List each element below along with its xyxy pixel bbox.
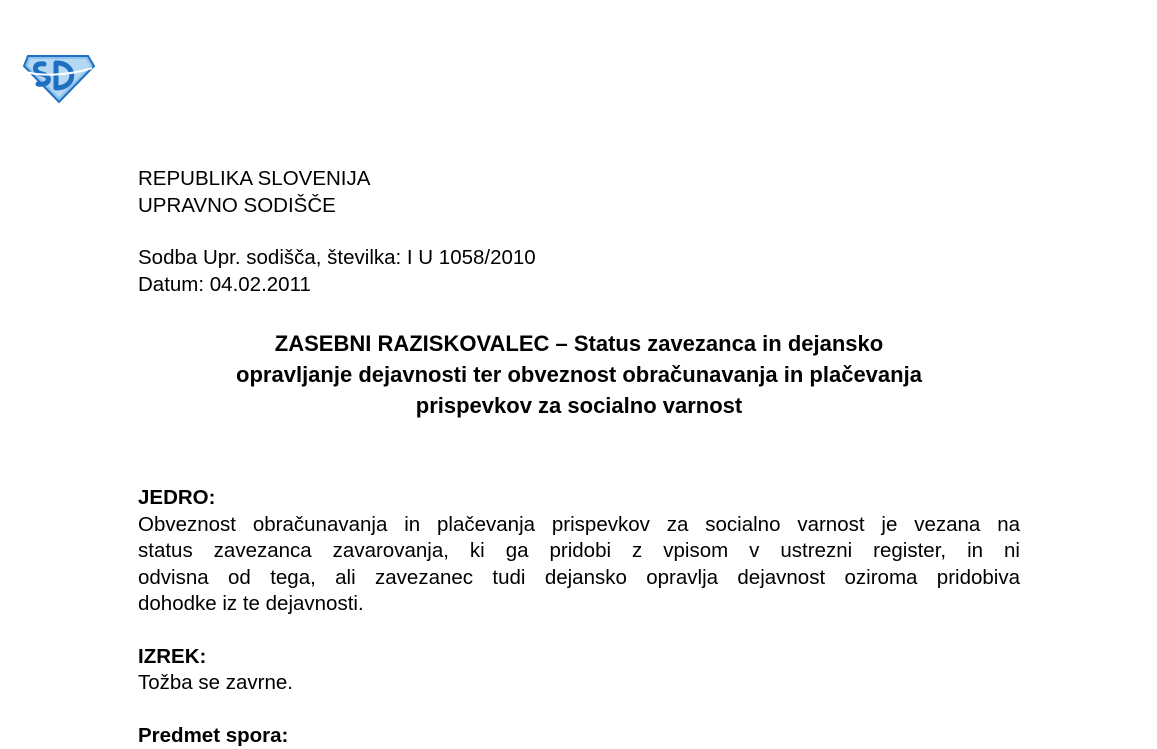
title-line: prispevkov za socialno varnost [138,390,1020,421]
title-line: opravljanje dejavnosti ter obveznost obračunavanja in plačevanja [138,359,1020,390]
jedro-paragraph [138,512,1020,618]
izrek-heading: IZREK: [138,644,1020,671]
paragraph-line: Obveznost obračunavanja in plačevanja prispevkov za socialno varnost je vezana na [138,512,1020,539]
document-title [138,328,1020,421]
case-number: Sodba Upr. sodišča, številka: I U 1058/2010 [138,245,1020,272]
header-republic: REPUBLIKA SLOVENIJA [138,166,1020,193]
predmet-heading: Predmet spora: [138,723,1020,749]
document-body [138,166,1020,749]
paragraph-line: status zavezanca zavarovanja, ki ga pridobi z vpisom v ustrezni register, in ni [138,538,1020,565]
title-line: ZASEBNI RAZISKOVALEC – Status zavezanca in dejansko [138,328,1020,359]
header-court: UPRAVNO SODIŠČE [138,193,1020,220]
paragraph-line: odvisna od tega, ali zavezanec tudi dejansko opravlja dejavnost oziroma pridobiva [138,565,1020,592]
izrek-text: Tožba se zavrne. [138,670,1020,697]
case-date: Datum: 04.02.2011 [138,272,1020,299]
diamond-logo-icon [22,50,96,104]
paragraph-line: dohodke iz te dejavnosti. [138,591,1020,618]
court-logo [22,50,96,104]
jedro-heading: JEDRO: [138,485,1020,512]
